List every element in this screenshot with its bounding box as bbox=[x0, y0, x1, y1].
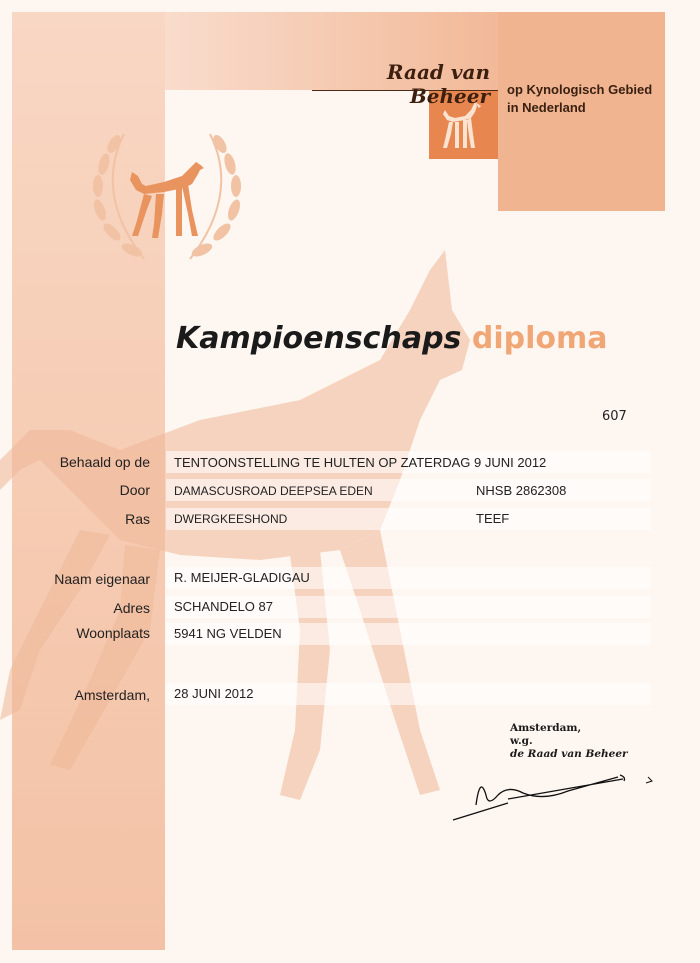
value-datum: 28 JUNI 2012 bbox=[174, 686, 254, 701]
organization-title: Raad van Beheer bbox=[386, 60, 490, 108]
value-woonplaats: 5941 NG VELDEN bbox=[174, 626, 282, 641]
handwritten-signature-icon bbox=[448, 765, 658, 825]
value-nhsb: NHSB 2862308 bbox=[476, 483, 567, 498]
label-eigenaar: Naam eigenaar bbox=[54, 571, 150, 587]
certificate-number: 607 bbox=[602, 409, 627, 424]
signature-place: Amsterdam, bbox=[510, 722, 582, 734]
label-behaald: Behaald op de bbox=[59, 454, 150, 470]
label-adres: Adres bbox=[113, 600, 150, 616]
value-door: DAMASCUSROAD DEEPSEA EDEN bbox=[174, 484, 373, 498]
title-part-2: diploma bbox=[471, 321, 608, 356]
label-plaats-datum: Amsterdam, bbox=[74, 687, 150, 703]
signature-wg: w.g. bbox=[510, 735, 533, 747]
label-ras: Ras bbox=[125, 511, 150, 527]
label-woonplaats: Woonplaats bbox=[76, 625, 150, 641]
label-door: Door bbox=[119, 482, 150, 498]
value-eigenaar: R. MEIJER-GLADIGAU bbox=[174, 570, 310, 585]
subtitle-line-1: op Kynologisch Gebied bbox=[507, 82, 653, 97]
subtitle-line-2: in Nederland bbox=[507, 100, 586, 115]
value-geslacht: TEEF bbox=[476, 511, 510, 526]
signature-signer: de Raad van Beheer bbox=[510, 748, 628, 760]
signature-block bbox=[510, 722, 628, 761]
value-ras: DWERGKEESHOND bbox=[174, 512, 288, 526]
value-behaald: TENTOONSTELLING TE HULTEN OP ZATERDAG 9 JUNI 2012 bbox=[174, 455, 547, 470]
value-adres: SCHANDELO 87 bbox=[174, 599, 273, 614]
title-part-1: Kampioenschaps bbox=[176, 321, 462, 356]
